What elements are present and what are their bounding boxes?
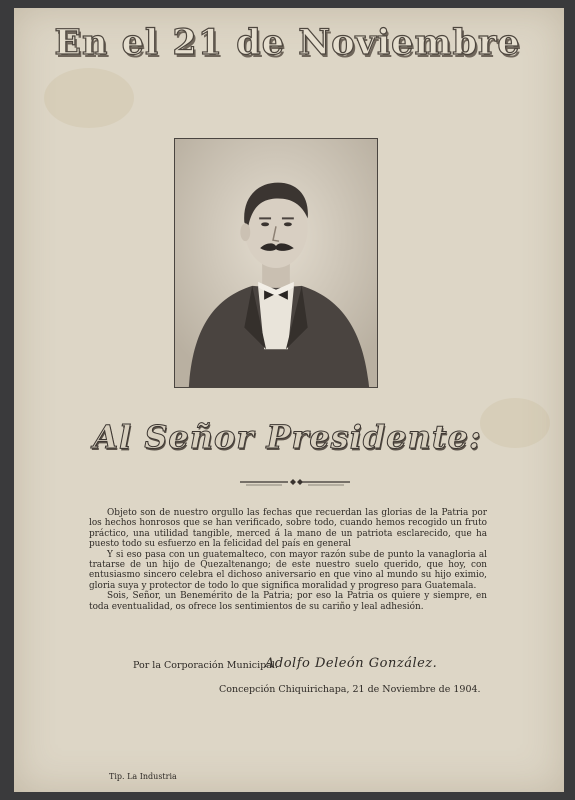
signature: Adolfo Deleón González. (265, 656, 438, 671)
portrait-image (175, 139, 377, 387)
president-portrait (174, 138, 378, 388)
addressee-heading: Al Señor Presidente: (93, 418, 482, 456)
paper-stain (44, 68, 134, 128)
corporation-line: Por la Corporación Municipal. (133, 660, 278, 671)
body-text (89, 508, 487, 612)
paragraph: Sois, Señor, un Benemérito de la Patria; por eso la Patria os quiere y siempre, en toda eventualidad, os ofrece los sentimientos de su cariño y leal adhesión. (89, 591, 487, 612)
paragraph: Objeto son de nuestro orgullo las fechas que recuerdan las glorias de la Patria por los hechos honrosos que se han verificado, sobre todo, cuando hemos recogido un fruto práctico, una utilidad tangible, merced á la mano de un patriota esclarecido, que ha puesto todo su esfuerzo en la felicidad del país en general (89, 508, 487, 550)
printer-credit: Tip. La Industria (109, 772, 177, 781)
divider-ornament (240, 477, 350, 487)
headline: En el 21 de Noviembre (54, 22, 521, 63)
document-sheet (14, 8, 564, 792)
paragraph: Y si eso pasa con un guatemalteco, con mayor razón sube de punto la vanagloria al tratarse de un hijo de Quezaltenango; de este nuestro suelo querido, que hoy, con entusiasmo sincero celebra el dichoso aniversario en que vino al mundo su hijo eximio, gloria suya y protector de todo lo que significa moralidad y progreso para Guatemala. (89, 549, 487, 591)
place-date: Concepción Chiquirichapa, 21 de Noviembre de 1904. (219, 684, 481, 695)
